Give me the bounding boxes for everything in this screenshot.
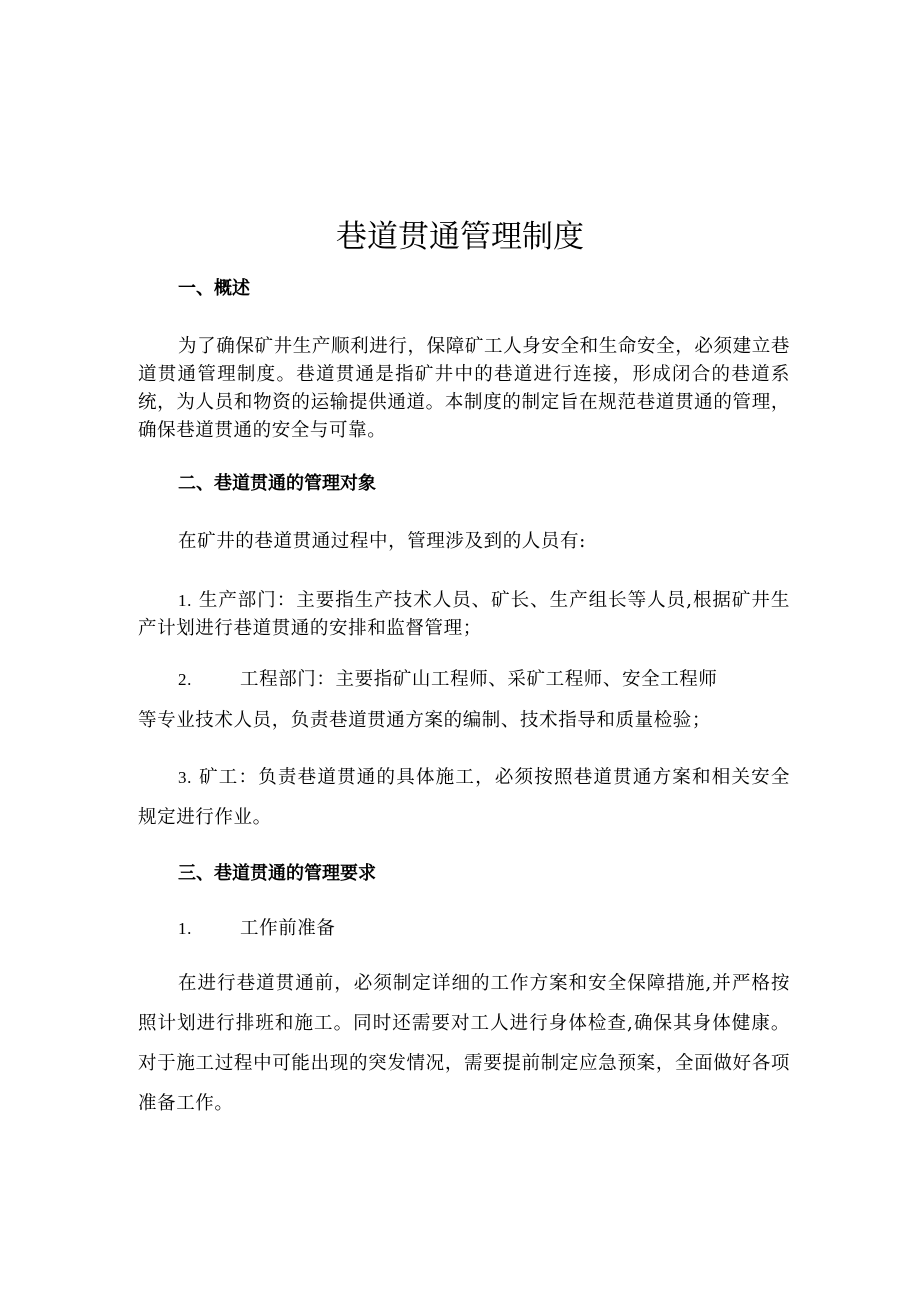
list-item-miners [138, 758, 790, 838]
section-heading-management-targets: 二、巷道贯通的管理对象 [178, 473, 376, 494]
list-item-number: 1. [178, 591, 192, 610]
subitem-pre-work-preparation [178, 915, 336, 943]
document-title: 巷道贯通管理制度 [336, 219, 584, 255]
list-item-number: 2. [178, 670, 192, 689]
personnel-intro: 在矿井的巷道贯通过程中，管理涉及到的人员有: [178, 531, 586, 552]
subitem-number: 1. [178, 919, 192, 938]
section-heading-overview: 一、概述 [178, 278, 250, 299]
list-item-engineering-dept-line2: 等专业技术人员，负责巷道贯通方案的编制、技术指导和质量检验； [138, 710, 712, 731]
list-item-production-dept [138, 587, 790, 643]
list-item-number: 3. [178, 768, 192, 787]
list-item-text: 矿工：负责巷道贯通的具体施工，必须按照巷道贯通方案和相关安全规定进行作业。 [138, 767, 790, 828]
list-item-text: 工程部门：主要指矿山工程师、采矿工程师、安全工程师 [240, 669, 718, 690]
subitem-label: 工作前准备 [240, 918, 336, 939]
preparation-paragraph: 在进行巷道贯通前，必须制定详细的工作方案和安全保障措施,并严格按照计划进行排班和施工。同时还需要对工人进行身体检查,确保其身体健康。对于施工过程中可能出现的突发情况，需要提前制定应急预案，全面做好各项准备工作。 [138, 973, 790, 1114]
overview-paragraph: 为了确保矿井生产顺利进行，保障矿工人身安全和生命安全，必须建立巷道贯通管理制度。巷道贯通是指矿井中的巷道进行连接，形成闭合的巷道系统，为人员和物资的运输提供通道。本制度的制定旨在规范巷道贯通的管理，确保巷道贯通的安全与可靠。 [138, 336, 790, 441]
list-item-text: 生产部门：主要指生产技术人员、矿长、生产组长等人员,根据矿井生产计划进行巷道贯通的安排和监督管理； [138, 590, 790, 639]
list-item-engineering-dept-line1 [178, 666, 718, 694]
section-heading-management-requirements: 三、巷道贯通的管理要求 [178, 863, 376, 884]
